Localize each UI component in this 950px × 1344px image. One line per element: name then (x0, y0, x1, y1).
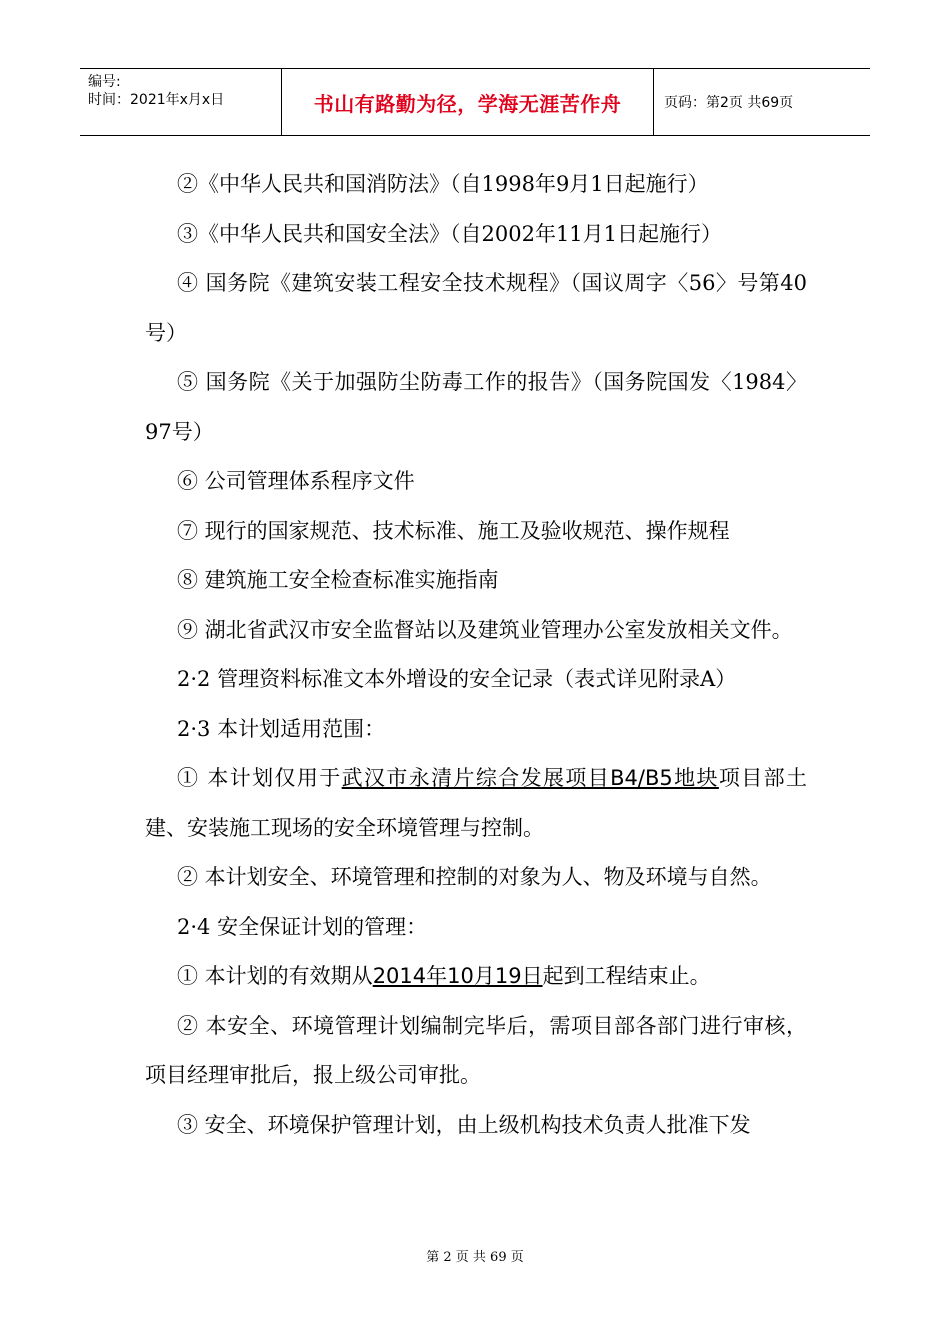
section-heading: 2·4 安全保证计划的管理： (177, 914, 428, 939)
paragraph: ④ 国务院《建筑安装工程安全技术规程》（国议周字〈56〉号第40号） (145, 271, 807, 345)
paragraph: ② 本安全、环境管理计划编制完毕后，需项目部各部门进行审核，项目经理审批后，报上级公司审批。 (145, 1013, 807, 1087)
section-heading: 2·3 本计划适用范围： (177, 716, 386, 741)
section-heading: 2·2 管理资料标准文本外增设的安全记录（表式详见附录A） (177, 667, 737, 691)
paragraph: ③ 安全、环境保护管理计划，由上级机构技术负责人批准下发 (177, 1112, 751, 1137)
paragraph-text: ① 本计划仅用于 (177, 766, 342, 790)
paragraph-text: 项目部土建、安装施工现场的安全环境管理与控制。 (145, 766, 808, 840)
paragraph: ⑥ 公司管理体系程序文件 (177, 469, 415, 493)
paragraph: ⑦ 现行的国家规范、技术标准、施工及验收规范、操作规程 (177, 518, 730, 543)
document-number: 编号: (88, 74, 121, 90)
paragraph-text: ① 本计划的有效期从 (177, 964, 373, 988)
document-body (145, 160, 807, 1150)
page-footer: 第 2 页 共 69 页 (426, 1250, 524, 1265)
paragraph (145, 952, 807, 1002)
header-motto: 书山有路勤为径，学海无涯苦作舟 (282, 69, 654, 135)
paragraph: ⑤ 国务院《关于加强防尘防毒工作的报告》（国务院国发〈1984〉97号） (145, 370, 807, 444)
paragraph: ②《中华人民共和国消防法》（自1998年9月1日起施行） (177, 172, 709, 196)
paragraph: ③《中华人民共和国安全法》（自2002年11月1日起施行） (177, 221, 723, 246)
header-page-info: 页码：第2页 共69页 (664, 95, 794, 111)
paragraph-text: 起到工程结束止。 (542, 964, 711, 988)
paragraph: ⑧ 建筑施工安全检查标准实施指南 (177, 568, 499, 592)
document-date: 时间：2021年x月x日 (88, 92, 225, 108)
paragraph (145, 754, 807, 853)
effective-date: 2014年10月19日 (372, 964, 543, 988)
header-meta (80, 69, 282, 135)
paragraph: ② 本计划安全、环境管理和控制的对象为人、物及环境与自然。 (177, 865, 772, 889)
project-name: 武汉市永清片综合发展项目B4/B5地块 (341, 766, 719, 790)
paragraph: ⑨ 湖北省武汉市安全监督站以及建筑业管理办公室发放相关文件。 (177, 617, 793, 642)
page-header (80, 68, 870, 136)
